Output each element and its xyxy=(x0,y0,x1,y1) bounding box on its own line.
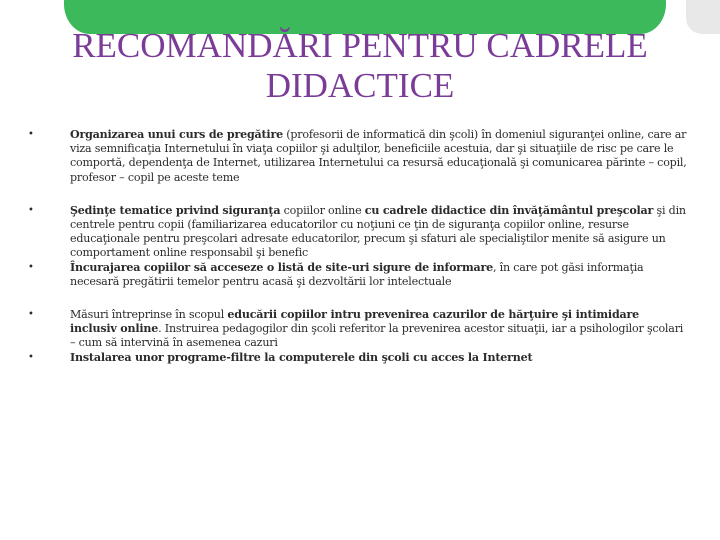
bullet: • xyxy=(28,351,34,363)
item-text: (profesorii de informatică din şcoli) în domeniul siguranţei online, care ar viza semnificaţia Internetului în viaţa copiilor şi adulţilor, beneficiile acestuia, dar şi situaţiile de risc pe care le comportă, dependenţa de Internet, utilizarea Internetului ca resursă educaţională şi comunicarea părinte – copil, profesor – copil pe aceste teme xyxy=(70,128,687,184)
slide-title xyxy=(40,26,680,106)
bullet: • xyxy=(28,204,34,216)
bullet: • xyxy=(28,129,34,140)
item-text: Măsuri întreprinse în scopul xyxy=(70,308,228,322)
recommendations-list xyxy=(28,128,688,365)
item-text: . Instruirea pedagogilor din şcoli referitor la prevenirea acestor situaţii, iar a psihologilor şcolari – cum să intervină în asemenea cazuri xyxy=(70,322,684,350)
item-bold-text: cu cadrele didactice din învăţământul preşcolar xyxy=(364,203,654,217)
item-bold-text: Şedinţe tematice privind siguranţa xyxy=(70,203,281,217)
list-item xyxy=(28,308,688,351)
bullet: • xyxy=(28,261,34,273)
title-line-2: DIDACTICE xyxy=(265,66,455,105)
title-line-1: RECOMANDĂRI PENTRU CADRELE xyxy=(72,26,648,65)
list-item xyxy=(28,204,688,261)
list-item xyxy=(28,261,688,289)
item-text: copiilor online xyxy=(280,203,365,217)
list-item xyxy=(28,128,688,185)
item-bold-text: Instalarea unor programe-filtre la computerele din şcoli cu acces la Internet xyxy=(70,350,533,364)
item-text: şi din centrele pentru copii (familiarizarea educatorilor cu noţiuni ce ţin de siguranţa copiilor online, resurse educaţionale pentru preşcolari adresate educatorilor, precum şi sfaturi ale specialiştilor menite să asigure un comportament online responsabil şi benefic xyxy=(70,203,686,260)
item-text: , în care pot găsi informaţia necesară pregătirii temelor pentru acasă şi dezvoltării lor intelectuale xyxy=(70,260,644,288)
list-item xyxy=(28,351,688,365)
item-bold-text: Încurajarea copiilor să acceseze o listă de site-uri sigure de informare xyxy=(70,260,493,274)
item-bold-text: educării copiilor intru prevenirea cazurilor de hărţuire şi intimidare inclusiv online xyxy=(70,308,639,336)
bullet: • xyxy=(28,309,34,321)
item-bold-text: Organizarea unui curs de pregătire xyxy=(70,128,283,141)
corner-decoration xyxy=(686,0,720,34)
